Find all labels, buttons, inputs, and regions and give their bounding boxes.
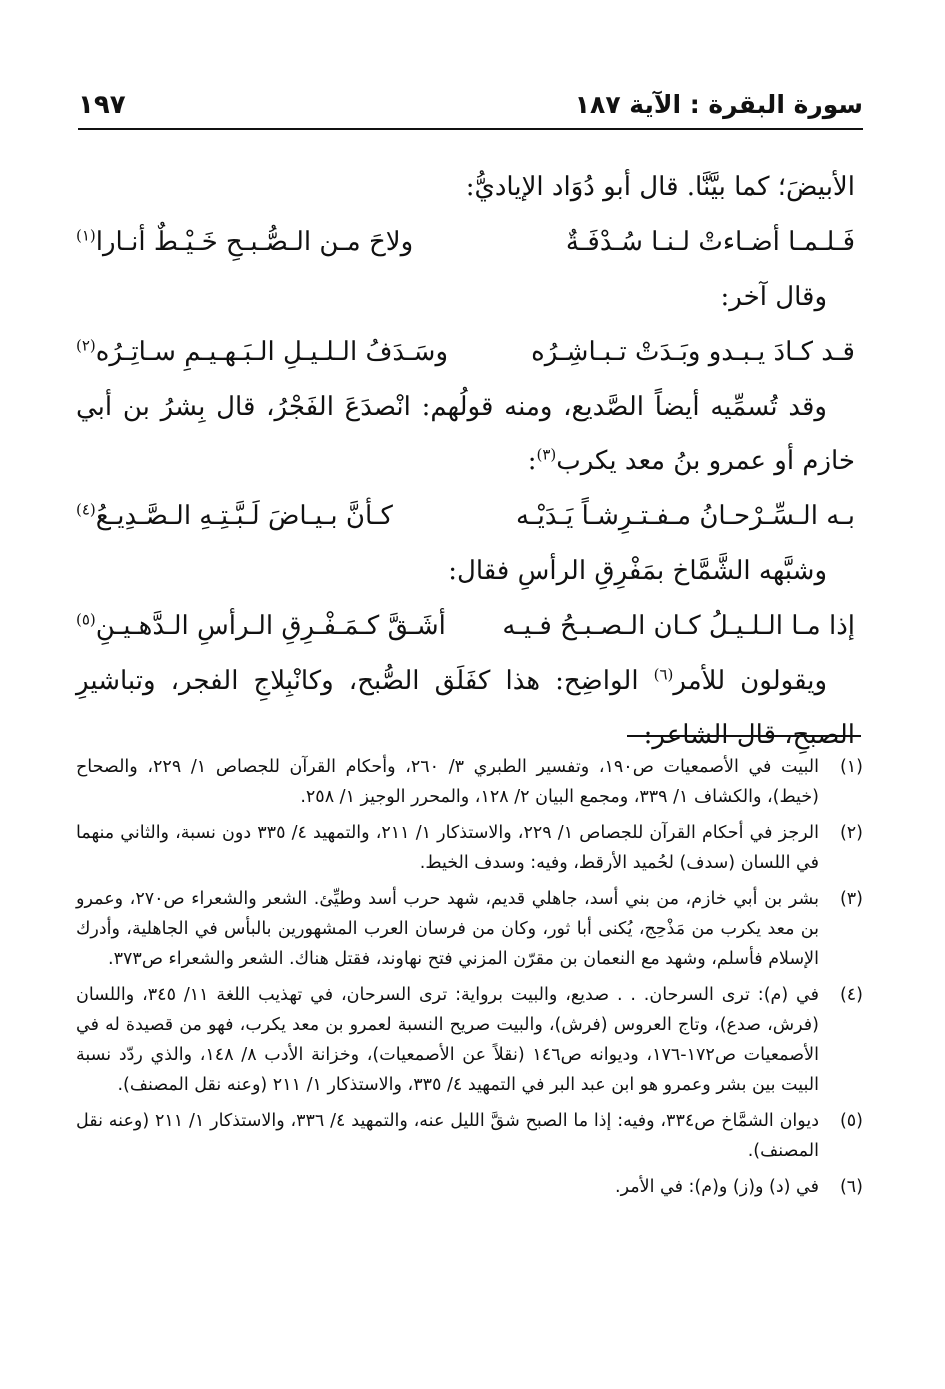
- verse-text: وسَـدَفُ الـلـيـلِ الـبَـهـيـمِ سـاتِـرُه: [95, 337, 449, 367]
- verse-second-hemistich: [76, 214, 413, 270]
- page-header: [78, 86, 863, 126]
- footnote-reference: (٦): [653, 665, 674, 684]
- footnote-reference: (٢): [76, 336, 96, 355]
- paragraph: [76, 654, 855, 762]
- verse-line: [76, 324, 855, 380]
- footnote-reference: (١): [76, 226, 96, 245]
- footnote-reference: (٤): [76, 500, 96, 519]
- footnote: [76, 1172, 863, 1202]
- footnote-reference: (٥): [76, 610, 96, 629]
- footnote-text: في (د) و(ز) و(م): في الأمر.: [615, 1177, 819, 1197]
- footnote-text: ديوان الشمَّاخ ص٣٣٤، وفيه: إذا ما الصبح شقَّ الليل عنه، والتمهيد ٤/ ٣٣٦، والاستذكار ١/ ٢١١ (وعنه نقل المصنف).: [76, 1111, 819, 1161]
- page-number: ١٩٧: [78, 90, 126, 120]
- paragraph-text: ويقولون للأمر: [673, 666, 828, 696]
- verse-line: [76, 488, 855, 544]
- footnote-number: (٣): [839, 889, 863, 909]
- footnote-number: (٤): [839, 985, 863, 1005]
- footnote-number: (٢): [839, 823, 863, 843]
- running-header-title: سورة البقرة : الآية ١٨٧: [574, 90, 863, 119]
- footnote-text: بشر بن أبي خازم، من بني أسد، جاهلي قديم، شهد حرب أسد وطيِّئ. الشعر والشعراء ص٢٧٠، وعمرو بن معد يكرب من مَذْحِج، يُكنى أبا ثور، وكان من فرسان العرب المشهورين بالبأس في الجاهلية، وأدرك الإسلام فأسلم، وشهد مع النعمان بن مقرّن المزني فتح نهاوند، فقتل هناك. الشعر والشعراء ص٣٧٣.: [76, 889, 819, 969]
- footnotes: [76, 752, 863, 1208]
- paragraph: [76, 380, 855, 488]
- footnote-text: الرجز في أحكام القرآن للجصاص ١/ ٢٢٩، والاستذكار ١/ ٢١١، والتمهيد ٤/ ٣٣٥ دون نسبة، والثاني منهما في اللسان (سدف) لحُميد الأرقط، وفيه: وسدف الخيط.: [76, 823, 819, 873]
- verse-text: كـأنَّ بـيـاضَ لَـبَّـتِـهِ الـصَّـدِيـعُ: [95, 501, 393, 531]
- verse-line: [76, 598, 855, 654]
- header-divider: [78, 128, 863, 130]
- paragraph-punctuation: :: [527, 446, 537, 476]
- verse-line: [76, 214, 855, 270]
- footnote-reference: (٣): [536, 445, 557, 464]
- footnote: [76, 980, 863, 1100]
- text-line: وقال آخر:: [720, 282, 827, 312]
- footnote-number: (٥): [839, 1111, 863, 1131]
- footnote: [76, 1106, 863, 1166]
- verse-first-hemistich: بـه الـسِّـرْحـانُ مـفـتـرِشـاً يَـدَيْـه: [516, 501, 855, 531]
- verse-text: أشَـقَّ كـمَـفْـرِقِ الـرأسِ الـدَّهـيـنِ: [95, 611, 446, 641]
- paragraph-text: الواضِح: هذا كفَلَق الصُّبح، وكانْبِلاجِ الفجر، وتباشيرِ الصبحِ، قال الشاعر:: [76, 666, 855, 750]
- text-line: وشبَّهه الشَّمَّاخ بمَفْرِقِ الرأسِ فقال:: [448, 556, 827, 586]
- verse-first-hemistich: إذا مـا الـلـيـلُ كـان الـصـبـحُ فـيـه: [502, 611, 855, 641]
- footnote: [76, 818, 863, 878]
- footnote-text: في (م): ترى السرحان. . . صديع، والبيت برواية: ترى السرحان، في تهذيب اللغة ١١/ ٣٤٥، واللسان (فرش، صدع)، وتاج العروس (فرش)، والبيت صريح النسبة لعمرو بن معد يكرب، فهو من قصيدة له في الأصمعيات ص١٧٢-١٧٦، وديوانه ص١٤٦ (نقلاً عن الأصمعيات)، وخزانة الأدب ٨/ ١٤٨، والذي ردّد نسبة البيت بين بشر وعمرو هو ابن عبد البر في التمهيد ٤/ ٣٣٥، والاستذكار ١/ ٢١١ (وعنه نقل المصنف).: [76, 985, 820, 1095]
- footnote: [76, 752, 863, 812]
- verse-first-hemistich: قـد كـادَ يـبـدو وبَـدَتْ تـبـاشِـرُه: [531, 337, 855, 367]
- verse-text: ولاحَ مـن الـصُّـبـحِ خَـيْـطٌ أنـارا: [95, 227, 414, 257]
- text-line: الأبيضَ؛ كما بيَّنَّا. قال أبو دُوَاد الإياديُّ:: [465, 172, 855, 202]
- main-text: [76, 160, 855, 762]
- verse-second-hemistich: [76, 488, 393, 544]
- footnote-number: (١): [839, 757, 863, 777]
- verse-second-hemistich: [76, 324, 448, 380]
- footnote-number: (٦): [839, 1177, 863, 1197]
- footnote-divider: [627, 735, 861, 737]
- verse-first-hemistich: فَـلـمـا أضـاءتْ لـنـا سُـدْفَـةٌ: [565, 227, 855, 257]
- verse-second-hemistich: [76, 598, 446, 654]
- footnote: [76, 884, 863, 974]
- paragraph-text: وقد تُسمِّيه أيضاً الصَّديع، ومنه قولُهم: انْصدَعَ الفَجْرُ، قال بِشرُ بن أبي خازم أو عمرو بنُ معد يكرب: [76, 392, 855, 476]
- footnote-text: البيت في الأصمعيات ص١٩٠، وتفسير الطبري ٣/ ٢٦٠، وأحكام القرآن للجصاص ١/ ٢٢٩، والصحاح (خيط)، والكشاف ١/ ٣٣٩، ومجمع البيان ٢/ ١٢٨، والمحرر الوجيز ١/ ٢٥٨.: [76, 757, 819, 807]
